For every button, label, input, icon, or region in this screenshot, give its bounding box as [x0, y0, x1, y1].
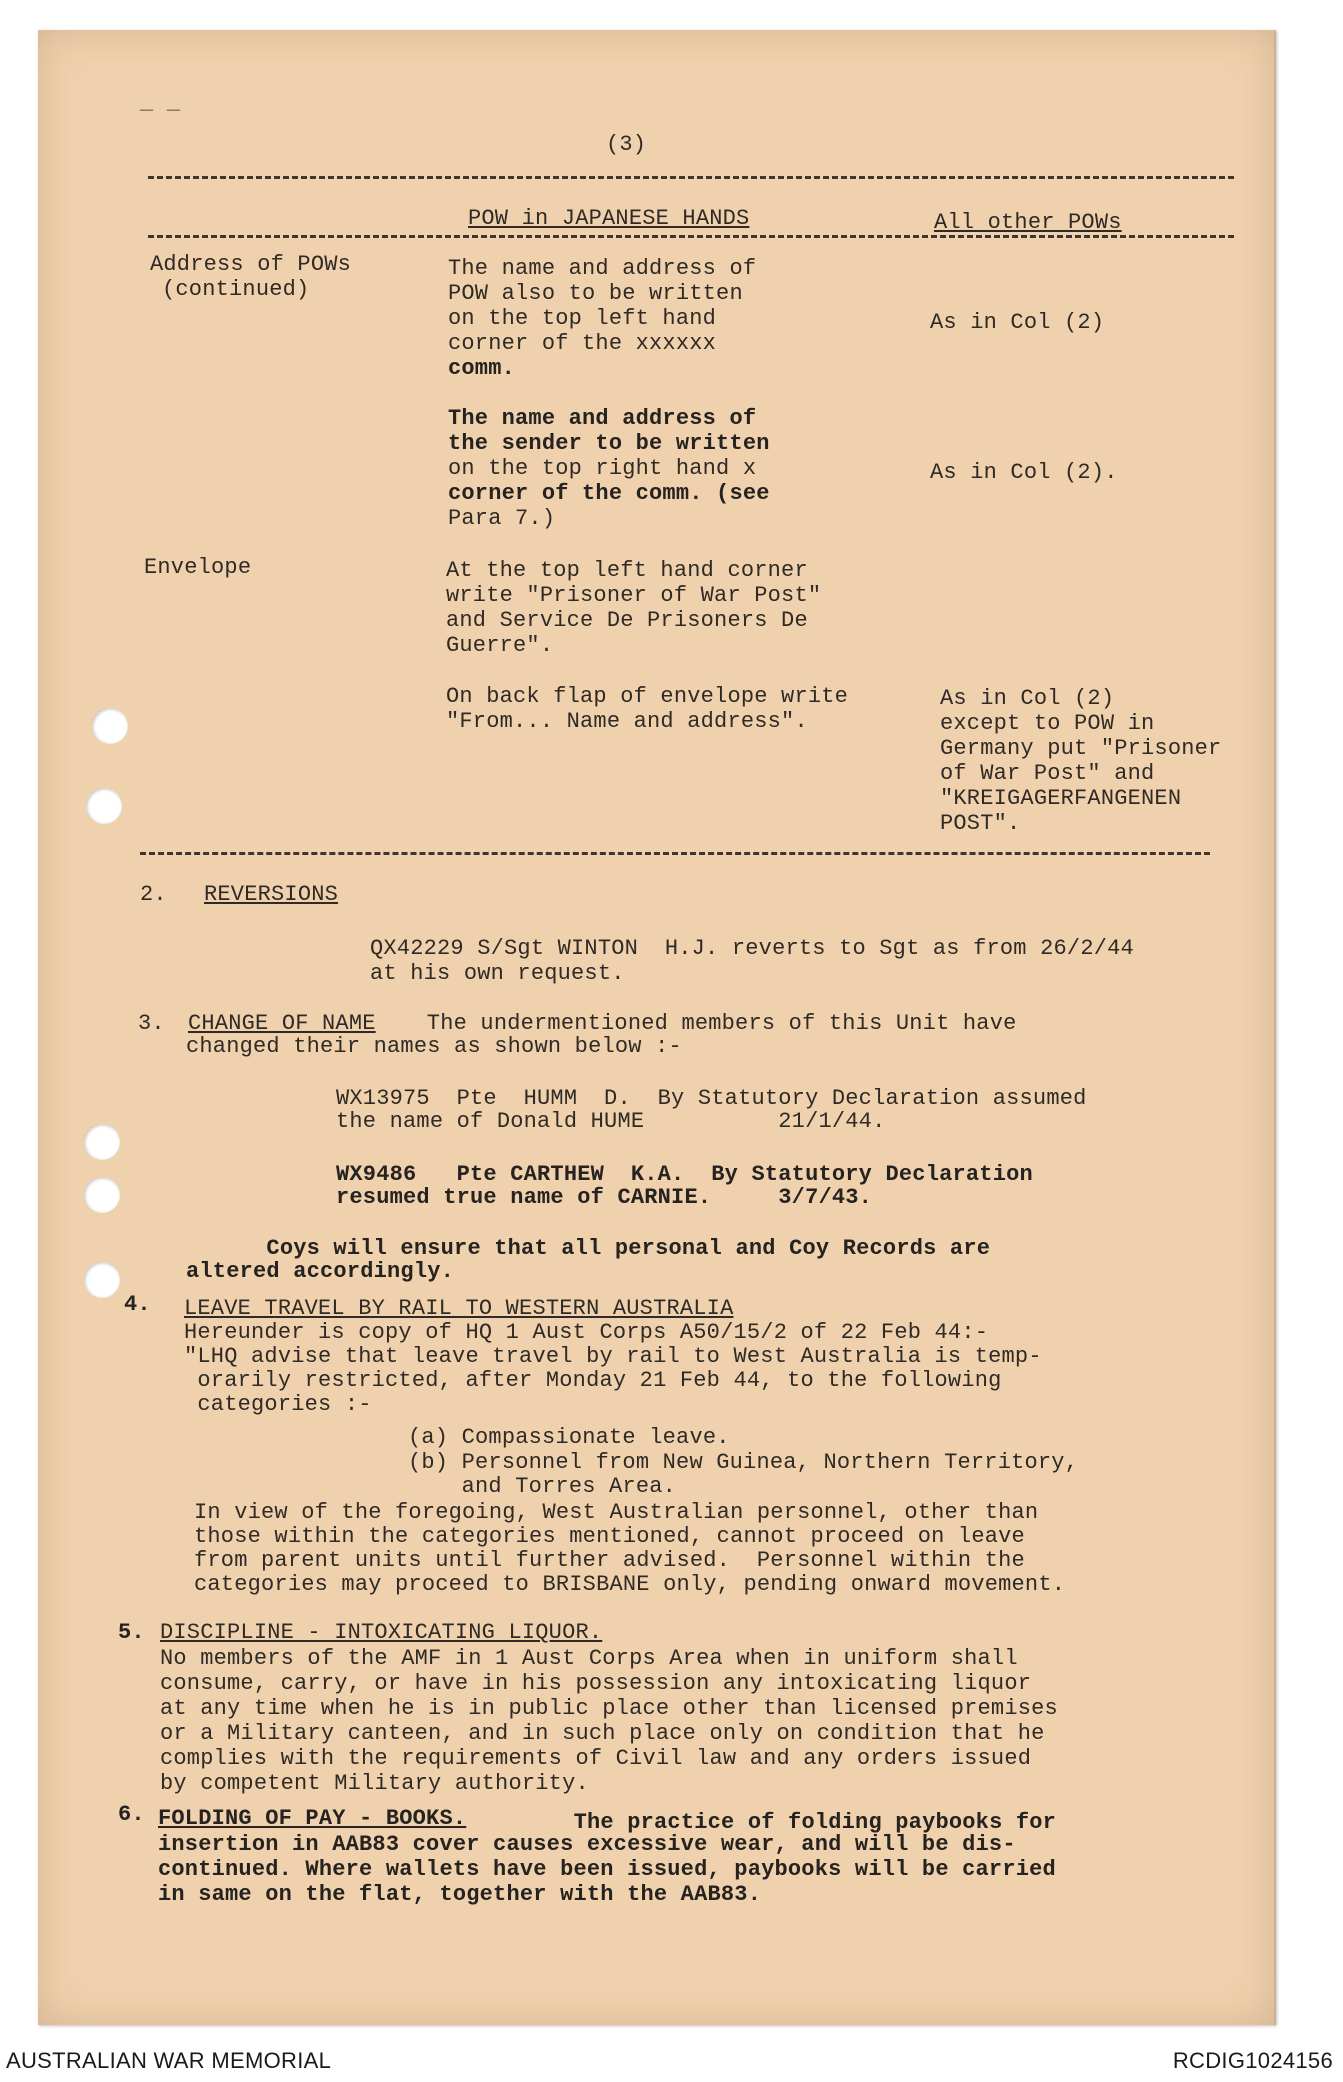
text-line: categories may proceed to BRISBANE only, pending onward movement.	[194, 1572, 1066, 1597]
page-mark: — —	[140, 98, 181, 123]
text-line: changed their names as shown below :-	[186, 1034, 682, 1059]
punch-hole	[92, 708, 128, 744]
list-item: and Torres Area.	[408, 1474, 677, 1499]
envelope-label: Envelope	[144, 555, 252, 580]
address-label-line: (continued)	[162, 277, 310, 302]
text-line: "LHQ advise that leave travel by rail to West Australia is temp-	[184, 1344, 1042, 1369]
section-number: 2.	[140, 882, 167, 907]
text-line: No members of the AMF in 1 Aust Corps Area when in uniform shall	[160, 1646, 1018, 1671]
text-line: QX42229 S/Sgt WINTON H.J. reverts to Sgt as from 26/2/44	[370, 936, 1134, 961]
section-heading: FOLDING OF PAY - BOOKS.	[158, 1806, 467, 1831]
text-line: Germany put "Prisoner	[940, 736, 1222, 761]
text-line: WX9486 Pte CARTHEW K.A. By Statutory Declaration	[336, 1162, 1033, 1187]
header-other-pows: All other POWs	[934, 210, 1122, 235]
text-line: POST".	[940, 811, 1021, 836]
text-line: those within the categories mentioned, cannot proceed on leave	[194, 1524, 1025, 1549]
section-number: 6.	[118, 1802, 145, 1827]
text-line: except to POW in	[940, 711, 1155, 736]
text-line: and Service De Prisoners De	[446, 608, 808, 633]
text-line: Coys will ensure that all personal and Coy Records are	[186, 1236, 991, 1261]
text-line: complies with the requirements of Civil law and any orders issued	[160, 1746, 1032, 1771]
text-line: from parent units until further advised. Personnel within the	[194, 1548, 1025, 1573]
punch-hole	[84, 1177, 120, 1213]
text-line: The name and address of	[448, 256, 757, 281]
text-line: POW also to be written	[448, 281, 743, 306]
text-line: at any time when he is in public place other than licensed premises	[160, 1696, 1058, 1721]
text-line: comm.	[448, 356, 516, 381]
header-japanese-hands: POW in JAPANESE HANDS	[468, 206, 750, 231]
text-line: Para 7.)	[448, 506, 556, 531]
text-line: at his own request.	[370, 961, 625, 986]
section-heading: REVERSIONS	[204, 882, 339, 907]
punch-hole	[84, 1124, 120, 1160]
text-line: On back flap of envelope write	[446, 684, 849, 709]
text-line: The name and address of	[448, 406, 757, 431]
text-line: orarily restricted, after Monday 21 Feb 44, to the following	[184, 1368, 1002, 1393]
text-line: write "Prisoner of War Post"	[446, 583, 822, 608]
text-line: the sender to be written	[448, 431, 770, 456]
text-line: As in Col (2)	[940, 686, 1115, 711]
address-other-2: As in Col (2).	[930, 460, 1118, 485]
section-heading: DISCIPLINE - INTOXICATING LIQUOR.	[160, 1620, 603, 1645]
text-line: on the top right hand x	[448, 456, 757, 481]
text-line: of War Post" and	[940, 761, 1155, 786]
header-rule	[148, 235, 1234, 238]
text-line: corner of the comm. (see	[448, 481, 770, 506]
page-number: (3)	[606, 132, 647, 157]
text-line: insertion in AAB83 cover causes excessive wear, and will be dis-	[158, 1832, 1016, 1857]
text-line: corner of the xxxxxx	[448, 331, 717, 356]
footer-archive-name: AUSTRALIAN WAR MEMORIAL	[6, 2048, 332, 2073]
text-line: "KREIGAGERFANGENEN	[940, 786, 1182, 811]
section-heading: LEAVE TRAVEL BY RAIL TO WESTERN AUSTRALIA	[184, 1296, 734, 1321]
section-number: 5.	[118, 1620, 145, 1645]
text-line: in same on the flat, together with the AAB83.	[158, 1882, 762, 1907]
address-other-1: As in Col (2)	[930, 310, 1105, 335]
text-line: Guerre".	[446, 633, 554, 658]
text-line: continued. Where wallets have been issued, paybooks will be carried	[158, 1857, 1056, 1882]
text-line: on the top left hand	[448, 306, 717, 331]
text-line: resumed true name of CARNIE. 3/7/43.	[336, 1185, 873, 1210]
text-line: categories :-	[184, 1392, 372, 1417]
text-line: or a Military canteen, and in such place only on condition that he	[160, 1721, 1045, 1746]
text-line: by competent Military authority.	[160, 1771, 589, 1796]
table-top-rule	[148, 176, 1234, 179]
text-line: The undermentioned members of this Unit have	[400, 1011, 1017, 1036]
text-line: Hereunder is copy of HQ 1 Aust Corps A50/15/2 of 22 Feb 44:-	[184, 1320, 989, 1345]
section-number: 4.	[124, 1292, 151, 1317]
text-line: At the top left hand corner	[446, 558, 808, 583]
text-line: altered accordingly.	[186, 1259, 455, 1284]
table-bottom-rule	[140, 852, 1210, 855]
text-line: In view of the foregoing, West Australian personnel, other than	[194, 1500, 1039, 1525]
text-line: The practice of folding paybooks for	[520, 1810, 1057, 1835]
punch-hole	[86, 788, 122, 824]
text-line: consume, carry, or have in his possession any intoxicating liquor	[160, 1671, 1032, 1696]
text-line: "From... Name and address".	[446, 709, 808, 734]
list-item: (b) Personnel from New Guinea, Northern Territory,	[408, 1450, 1079, 1475]
punch-hole	[84, 1262, 120, 1298]
footer-record-id: RCDIG1024156	[1172, 2048, 1333, 2073]
section-number: 3.	[138, 1011, 165, 1036]
list-item: (a) Compassionate leave.	[408, 1425, 730, 1450]
text-line: WX13975 Pte HUMM D. By Statutory Declaration assumed	[336, 1086, 1087, 1111]
section-heading: CHANGE OF NAME	[188, 1011, 376, 1036]
text-line: the name of Donald HUME 21/1/44.	[336, 1109, 886, 1134]
address-label-line: Address of POWs	[150, 252, 352, 277]
